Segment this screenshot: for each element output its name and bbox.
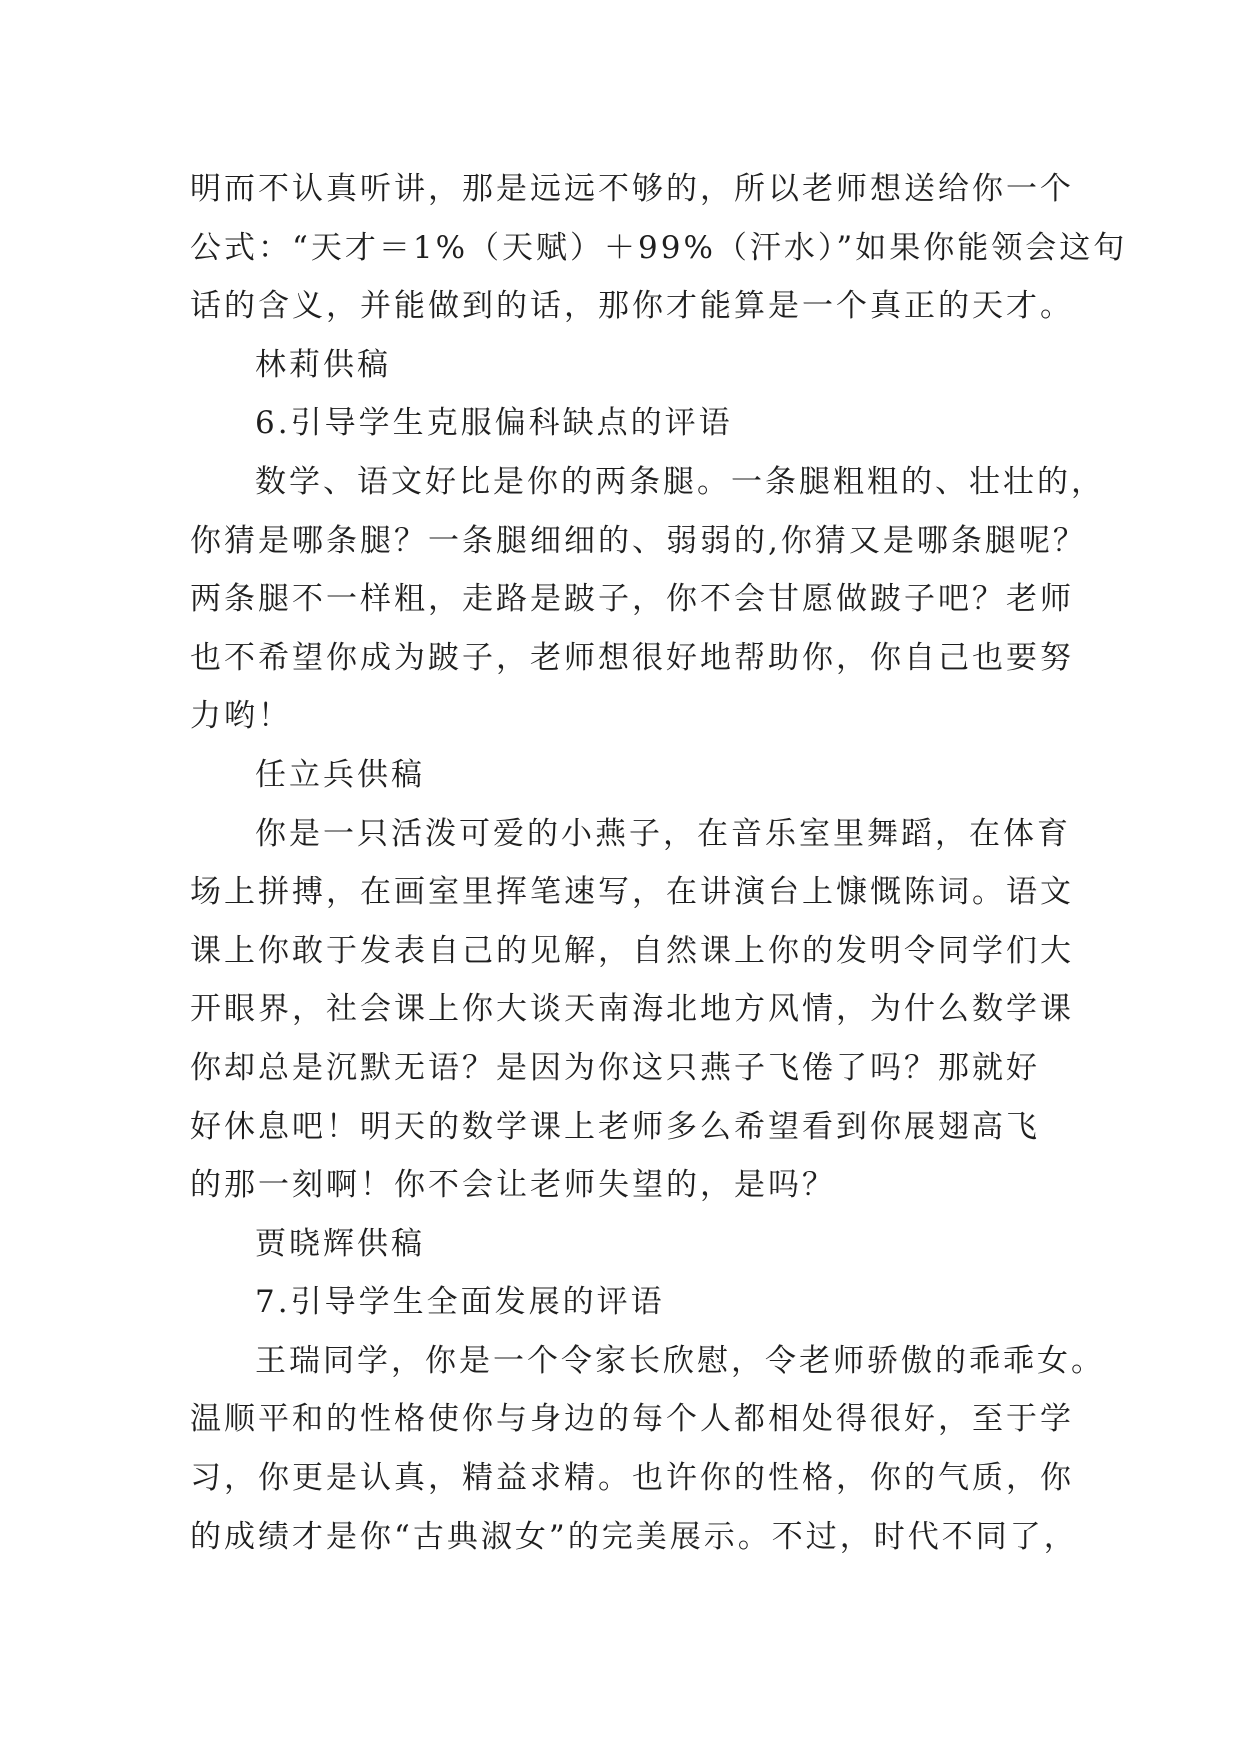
text-line: 两条腿不一样粗，走路是跛子，你不会甘愿做跛子吧？老师 [190, 581, 1074, 618]
text-line: 明而不认真听讲，那是远远不够的，所以老师想送给你一个 [190, 171, 1074, 207]
section-heading: 6.引导学生克服偏科缺点的评语 [255, 405, 733, 442]
text-line: 的成绩才是你“古典淑女”的完美展示。不过，时代不同了， [190, 1518, 1078, 1555]
text-line: 开眼界，社会课上你大谈天南海北地方风情，为什么数学课 [190, 991, 1074, 1028]
text-line: 场上拼搏，在画室里挥笔速写，在讲演台上慷慨陈词。语文 [190, 874, 1074, 911]
text-line: 数学、语文好比是你的两条腿。一条腿粗粗的、壮壮的， [255, 463, 1105, 500]
author-credit: 贾晓辉供稿 [255, 1225, 425, 1262]
author-credit: 林莉供稿 [255, 346, 391, 383]
text-line: 也不希望你成为跛子，老师想很好地帮助你，你自己也要努 [190, 639, 1074, 676]
text-line: 王瑞同学，你是一个令家长欣慰，令老师骄傲的乖乖女。 [255, 1342, 1105, 1379]
document-body [190, 160, 1128, 1566]
text-line: 你是一只活泼可爱的小燕子，在音乐室里舞蹈，在体育 [255, 815, 1071, 852]
text-line: 课上你敢于发表自己的见解，自然课上你的发明令同学们大 [190, 932, 1074, 969]
text-line: 温顺平和的性格使你与身边的每个人都相处得很好，至于学 [190, 1401, 1074, 1438]
author-credit: 任立兵供稿 [255, 756, 425, 793]
section-heading: 7.引导学生全面发展的评语 [255, 1284, 665, 1321]
text-line: 话的含义，并能做到的话，那你才能算是一个真正的天才。 [190, 288, 1074, 325]
text-line: 力哟！ [190, 698, 292, 735]
text-line: 的那一刻啊！你不会让老师失望的，是吗？ [190, 1167, 836, 1204]
text-line: 习，你更是认真，精益求精。也许你的性格，你的气质，你 [190, 1460, 1074, 1497]
text-line: 你却总是沉默无语？是因为你这只燕子飞倦了吗？那就好 [190, 1049, 1040, 1086]
text-line: 好休息吧！明天的数学课上老师多么希望看到你展翅高飞 [190, 1108, 1040, 1145]
text-line: 你猜是哪条腿？一条腿细细的、弱弱的,你猜又是哪条腿呢？ [190, 522, 1087, 559]
text-line: 公式：“天才＝1%（天赋）＋99%（汗水）”如果你能领会这句 [190, 229, 1128, 266]
